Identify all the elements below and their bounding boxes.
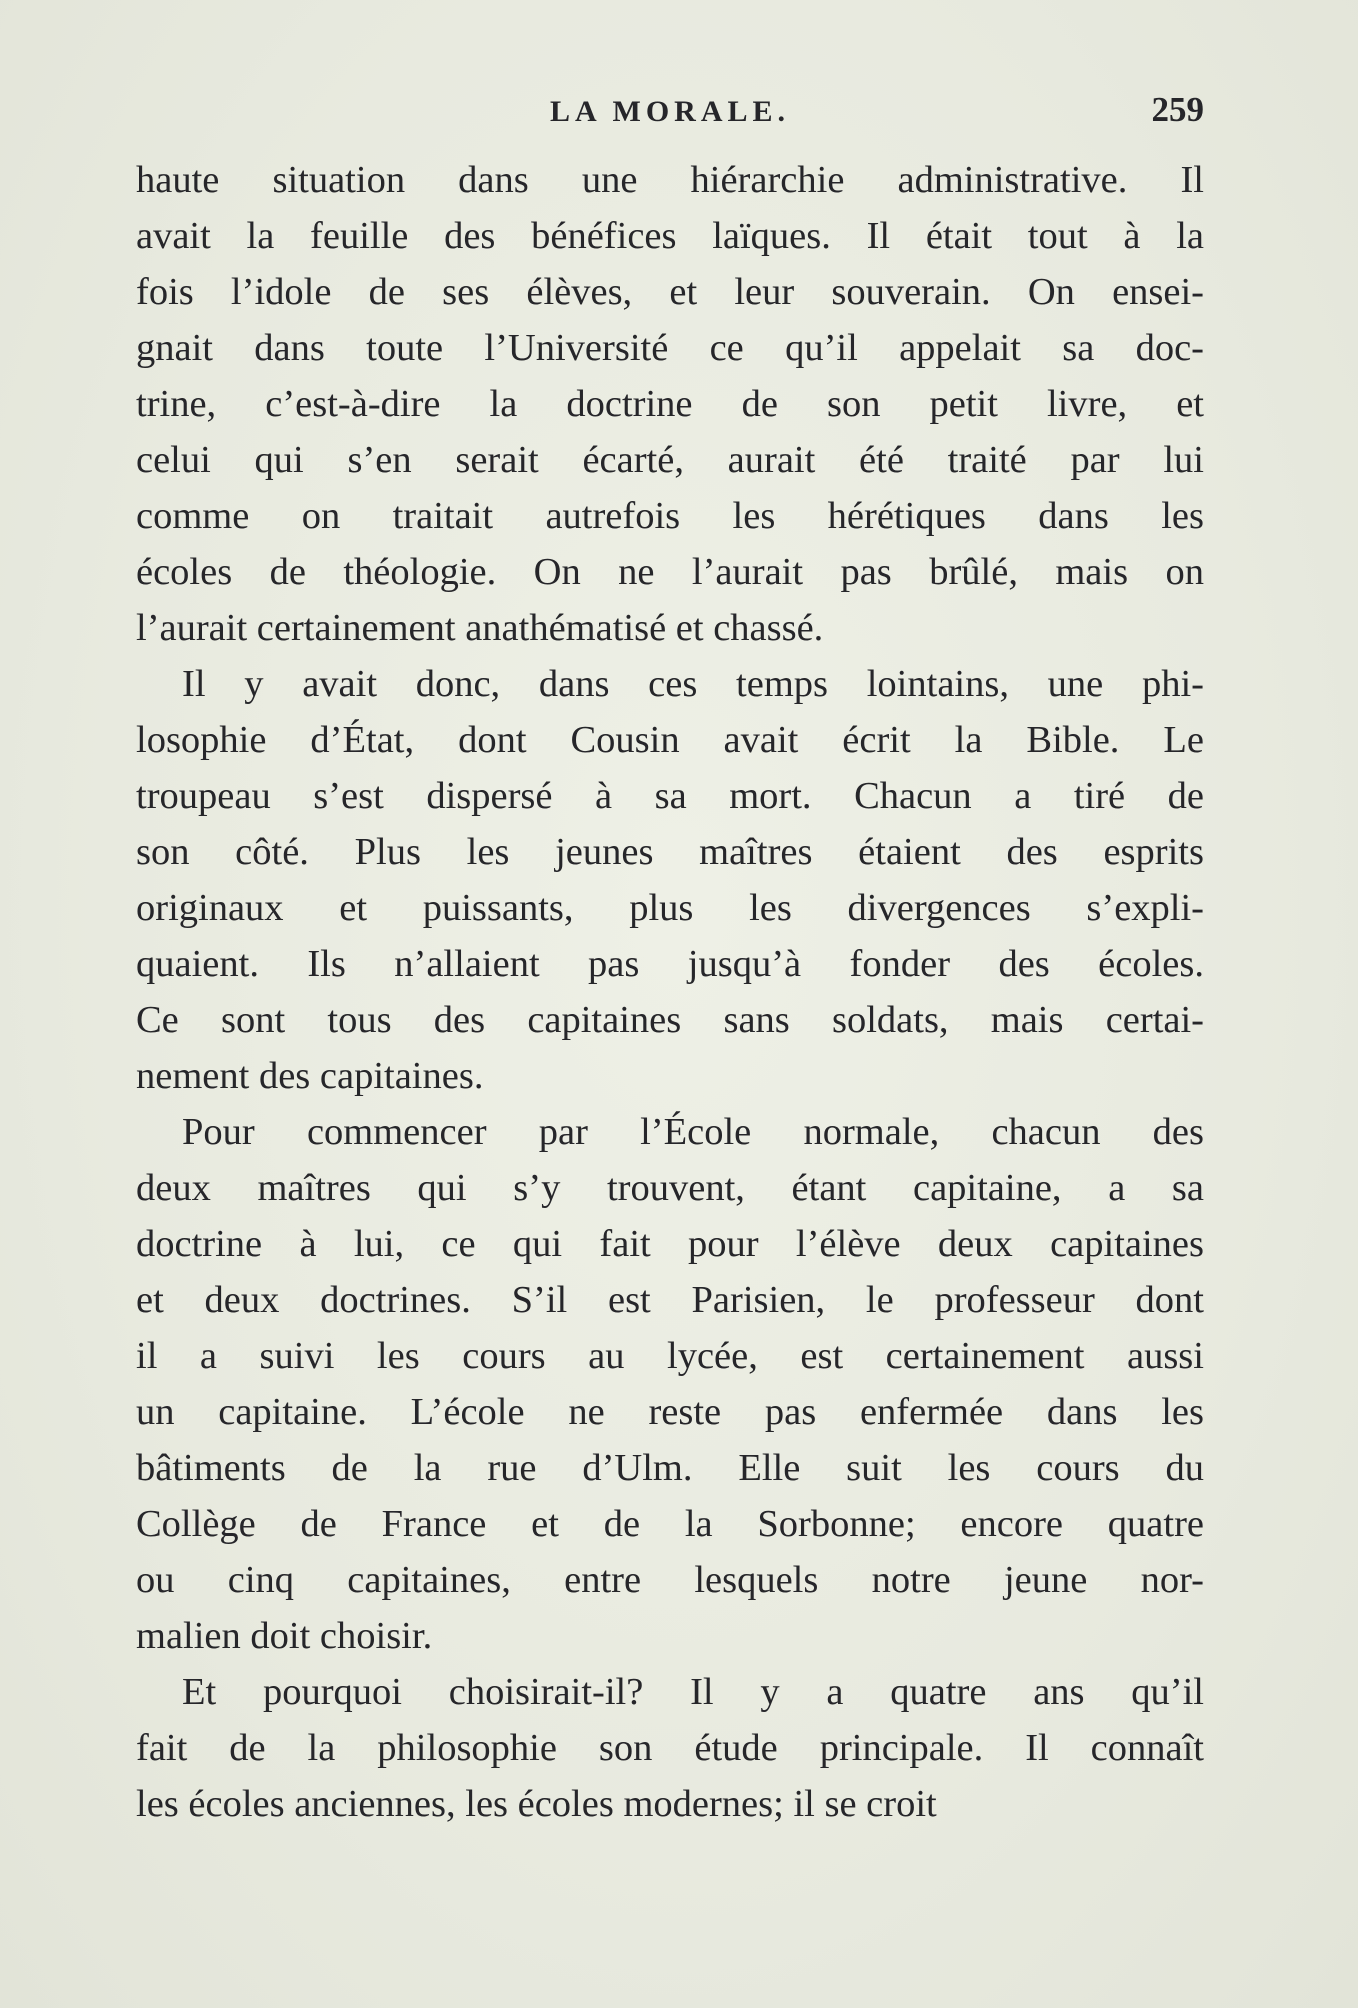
text-line: trine, c’est-à-dire la doctrine de son petit livre, et bbox=[136, 383, 1204, 425]
text-line: celui qui s’en serait écarté, aurait été traité par lui bbox=[136, 439, 1204, 481]
text-line: ou cinq capitaines, entre lesquels notre jeune nor- bbox=[136, 1559, 1204, 1601]
text-line: fois l’idole de ses élèves, et leur souverain. On ensei- bbox=[136, 271, 1204, 313]
page-header bbox=[136, 92, 1204, 140]
page-number: 259 bbox=[1151, 90, 1204, 129]
text-line: originaux et puissants, plus les divergences s’expli- bbox=[136, 887, 1204, 929]
text-line: Ce sont tous des capitaines sans soldats, mais certai- bbox=[136, 999, 1204, 1041]
text-line: doctrine à lui, ce qui fait pour l’élève deux capitaines bbox=[136, 1223, 1204, 1265]
paragraph bbox=[136, 1104, 1204, 1664]
body-text bbox=[136, 152, 1204, 1832]
text-line: bâtiments de la rue d’Ulm. Elle suit les cours du bbox=[136, 1447, 1204, 1489]
running-title: LA MORALE. bbox=[549, 95, 791, 128]
text-line: troupeau s’est dispersé à sa mort. Chacun a tiré de bbox=[136, 775, 1204, 817]
text-line: écoles de théologie. On ne l’aurait pas brûlé, mais on bbox=[136, 551, 1204, 593]
text-line: quaient. Ils n’allaient pas jusqu’à fonder des écoles. bbox=[136, 943, 1204, 985]
text-line: avait la feuille des bénéfices laïques. Il était tout à la bbox=[136, 215, 1204, 257]
text-line: malien doit choisir. bbox=[136, 1615, 433, 1657]
text-line: deux maîtres qui s’y trouvent, étant capitaine, a sa bbox=[136, 1167, 1204, 1209]
text-line: Il y avait donc, dans ces temps lointains, une phi- bbox=[182, 663, 1204, 705]
text-line: les écoles anciennes, les écoles modernes; il se croit bbox=[136, 1783, 937, 1825]
text-line: fait de la philosophie son étude principale. Il connaît bbox=[136, 1727, 1204, 1769]
text-line: il a suivi les cours au lycée, est certainement aussi bbox=[136, 1335, 1204, 1377]
text-line: un capitaine. L’école ne reste pas enfermée dans les bbox=[136, 1391, 1204, 1433]
text-line: Pour commencer par l’École normale, chacun des bbox=[182, 1111, 1204, 1153]
text-line: comme on traitait autrefois les hérétiques dans les bbox=[136, 495, 1204, 537]
text-line: Et pourquoi choisirait-il? Il y a quatre ans qu’il bbox=[182, 1671, 1204, 1713]
text-line: Collège de France et de la Sorbonne; encore quatre bbox=[136, 1503, 1204, 1545]
text-line: l’aurait certainement anathématisé et chassé. bbox=[136, 607, 824, 649]
paragraph bbox=[136, 1664, 1204, 1832]
text-line: nement des capitaines. bbox=[136, 1055, 484, 1097]
paragraph bbox=[136, 656, 1204, 1104]
text-line: son côté. Plus les jeunes maîtres étaient des esprits bbox=[136, 831, 1204, 873]
text-line: haute situation dans une hiérarchie administrative. Il bbox=[136, 159, 1204, 201]
text-line: losophie d’État, dont Cousin avait écrit la Bible. Le bbox=[136, 719, 1204, 761]
paragraph bbox=[136, 152, 1204, 656]
text-line: et deux doctrines. S’il est Parisien, le professeur dont bbox=[136, 1279, 1204, 1321]
text-line: gnait dans toute l’Université ce qu’il appelait sa doc- bbox=[136, 327, 1204, 369]
